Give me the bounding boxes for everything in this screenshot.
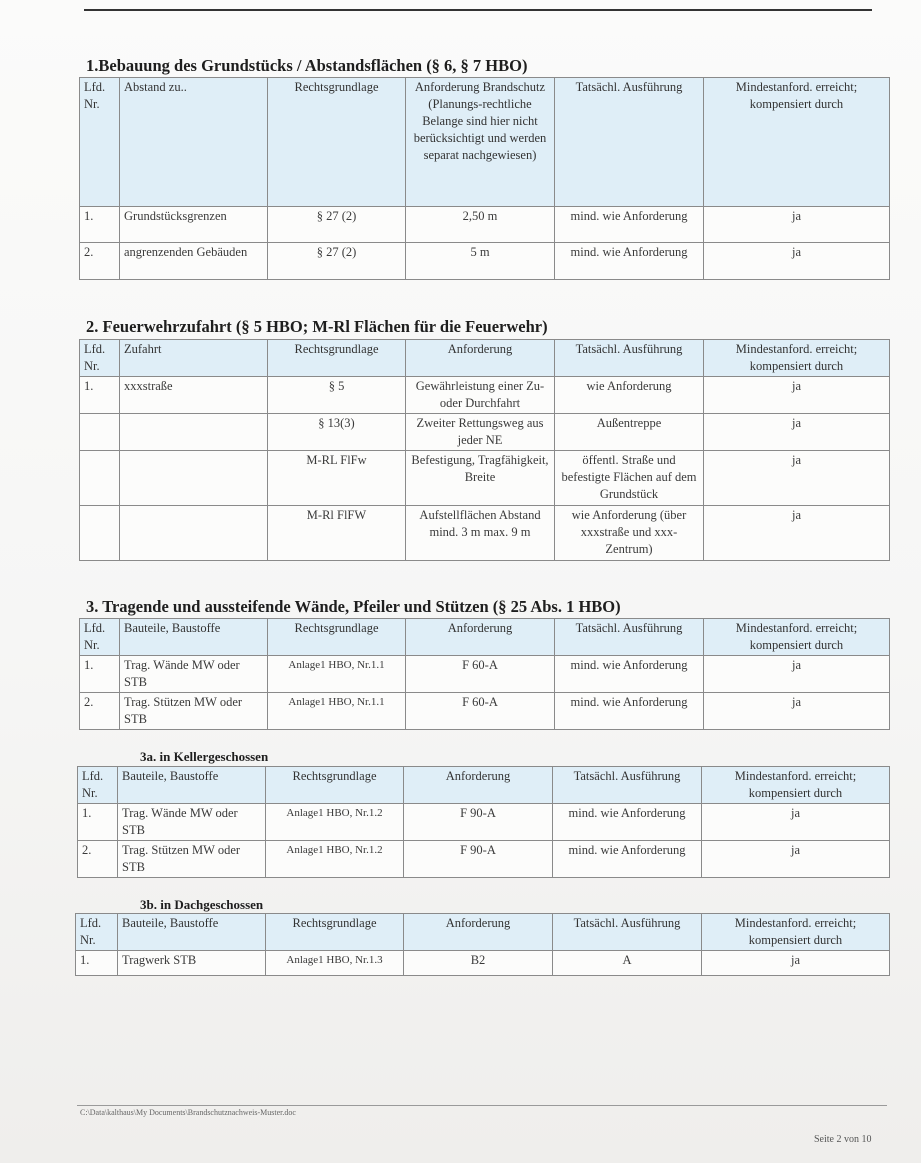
header-bauteile: Bauteile, Baustoffe — [120, 619, 268, 656]
cell-nr: 2. — [78, 841, 118, 878]
section-3a-table — [77, 766, 890, 878]
header-mindestanford: Mindestanford. erreicht; kompensiert durch — [704, 78, 890, 207]
cell-legal-basis: Anlage1 HBO, Nr.1.3 — [266, 951, 404, 976]
cell-execution: wie Anforderung (über xxxstraße und xxx-Zentrum) — [555, 506, 704, 561]
cell-requirement: Zweiter Rettungsweg aus jeder NE — [406, 414, 555, 451]
section-1-title: 1.Bebauung des Grundstücks / Abstandsflächen (§ 6, § 7 HBO) — [86, 56, 528, 75]
cell-nr: 1. — [80, 656, 120, 693]
header-anforderung: Anforderung — [404, 914, 553, 951]
cell-legal-basis: Anlage1 HBO, Nr.1.2 — [266, 804, 404, 841]
cell-execution: mind. wie Anforderung — [555, 693, 704, 730]
header-anforderung: Anforderung — [406, 340, 555, 377]
cell-fulfilled: ja — [702, 951, 890, 976]
cell-fulfilled: ja — [704, 506, 890, 561]
cell-subject: Trag. Wände MW oder STB — [120, 656, 268, 693]
table-row — [76, 951, 890, 976]
cell-fulfilled: ja — [704, 414, 890, 451]
cell-fulfilled: ja — [704, 377, 890, 414]
table-row — [80, 451, 890, 506]
header-ausfuehrung: Tatsächl. Ausführung — [553, 914, 702, 951]
cell-requirement: Befestigung, Tragfähigkeit, Breite — [406, 451, 555, 506]
header-mindestanford: Mindestanford. erreicht; kompensiert durch — [702, 914, 890, 951]
header-bauteile: Bauteile, Baustoffe — [118, 914, 266, 951]
cell-execution: mind. wie Anforderung — [553, 841, 702, 878]
section-1-table — [79, 77, 890, 280]
table-header-row — [80, 340, 890, 377]
cell-execution: wie Anforderung — [555, 377, 704, 414]
cell-subject: Tragwerk STB — [118, 951, 266, 976]
cell-fulfilled: ja — [704, 693, 890, 730]
footer-file-path: C:\Data\kalthaus\My Documents\Brandschutznachweis-Muster.doc — [80, 1108, 296, 1117]
cell-nr: 2. — [80, 693, 120, 730]
cell-nr: 2. — [80, 243, 120, 280]
table-row — [80, 207, 890, 243]
cell-subject: Trag. Stützen MW oder STB — [120, 693, 268, 730]
header-mindestanford: Mindestanford. erreicht; kompensiert durch — [702, 767, 890, 804]
table-row — [80, 656, 890, 693]
cell-execution: mind. wie Anforderung — [553, 804, 702, 841]
cell-execution: Außentreppe — [555, 414, 704, 451]
cell-fulfilled: ja — [702, 804, 890, 841]
header-anforderung: Anforderung — [404, 767, 553, 804]
cell-requirement: F 60-A — [406, 656, 555, 693]
header-rechtsgrundlage: Rechtsgrundlage — [266, 914, 404, 951]
cell-legal-basis: § 27 (2) — [268, 243, 406, 280]
section-2-table — [79, 339, 890, 561]
cell-legal-basis: Anlage1 HBO, Nr.1.2 — [266, 841, 404, 878]
table-header-row — [80, 619, 890, 656]
section-3a-title: 3a. in Kellergeschossen — [140, 749, 269, 764]
header-ausfuehrung: Tatsächl. Ausführung — [555, 340, 704, 377]
section-3-table — [79, 618, 890, 730]
header-anforderung: Anforderung — [406, 619, 555, 656]
section-3b-title: 3b. in Dachgeschossen — [140, 897, 264, 912]
header-ausfuehrung: Tatsächl. Ausführung — [553, 767, 702, 804]
cell-nr: 1. — [80, 377, 120, 414]
cell-legal-basis: Anlage1 HBO, Nr.1.1 — [268, 693, 406, 730]
cell-fulfilled: ja — [704, 451, 890, 506]
table-row — [78, 841, 890, 878]
header-anforderung: Anforderung Brandschutz (Planungs-rechtliche Belange sind hier nicht berücksichtigt und werden separat nachgewiesen) — [406, 78, 555, 207]
header-lfd-nr: Lfd. Nr. — [76, 914, 118, 951]
header-lfd-nr: Lfd. Nr. — [80, 340, 120, 377]
cell-nr: 1. — [76, 951, 118, 976]
cell-subject: Trag. Wände MW oder STB — [118, 804, 266, 841]
header-rechtsgrundlage: Rechtsgrundlage — [268, 340, 406, 377]
table-row — [80, 693, 890, 730]
header-mindestanford: Mindestanford. erreicht; kompensiert durch — [704, 619, 890, 656]
header-zufahrt: Zufahrt — [120, 340, 268, 377]
footer-page-number: Seite 2 von 10 — [814, 1134, 872, 1145]
cell-execution: mind. wie Anforderung — [555, 207, 704, 243]
cell-legal-basis: Anlage1 HBO, Nr.1.1 — [268, 656, 406, 693]
cell-subject — [120, 414, 268, 451]
header-ausfuehrung: Tatsächl. Ausführung — [555, 619, 704, 656]
cell-requirement: F 60-A — [406, 693, 555, 730]
section-2-title: 2. Feuerwehrzufahrt (§ 5 HBO; M-Rl Flächen für die Feuerwehr) — [86, 317, 548, 336]
cell-fulfilled: ja — [702, 841, 890, 878]
cell-legal-basis: M-RL FlFw — [268, 451, 406, 506]
cell-subject — [120, 506, 268, 561]
table-row — [80, 243, 890, 280]
cell-nr — [80, 414, 120, 451]
cell-requirement: 5 m — [406, 243, 555, 280]
cell-legal-basis: § 5 — [268, 377, 406, 414]
cell-legal-basis: M-Rl FlFW — [268, 506, 406, 561]
cell-requirement: B2 — [404, 951, 553, 976]
cell-legal-basis: § 27 (2) — [268, 207, 406, 243]
header-rechtsgrundlage: Rechtsgrundlage — [266, 767, 404, 804]
cell-nr — [80, 506, 120, 561]
header-ausfuehrung: Tatsächl. Ausführung — [555, 78, 704, 207]
cell-execution: öffentl. Straße und befestigte Flächen auf dem Grundstück — [555, 451, 704, 506]
table-header-row — [76, 914, 890, 951]
cell-subject — [120, 451, 268, 506]
cell-subject: Grundstücksgrenzen — [120, 207, 268, 243]
cell-subject: xxxstraße — [120, 377, 268, 414]
header-rechtsgrundlage: Rechtsgrundlage — [268, 619, 406, 656]
header-lfd-nr: Lfd. Nr. — [80, 78, 120, 207]
cell-subject: Trag. Stützen MW oder STB — [118, 841, 266, 878]
cell-requirement: Aufstellflächen Abstand mind. 3 m max. 9 m — [406, 506, 555, 561]
header-lfd-nr: Lfd. Nr. — [78, 767, 118, 804]
cell-requirement: F 90-A — [404, 841, 553, 878]
table-row — [78, 804, 890, 841]
table-header-row — [78, 767, 890, 804]
cell-requirement: 2,50 m — [406, 207, 555, 243]
header-rechtsgrundlage: Rechtsgrundlage — [268, 78, 406, 207]
cell-nr: 1. — [78, 804, 118, 841]
cell-subject: angrenzenden Gebäuden — [120, 243, 268, 280]
section-3b-table — [75, 913, 890, 976]
top-rule — [84, 9, 872, 11]
cell-nr — [80, 451, 120, 506]
footer-rule — [77, 1105, 887, 1106]
cell-execution: mind. wie Anforderung — [555, 656, 704, 693]
header-lfd-nr: Lfd. Nr. — [80, 619, 120, 656]
table-row — [80, 506, 890, 561]
header-bauteile: Bauteile, Baustoffe — [118, 767, 266, 804]
cell-execution: mind. wie Anforderung — [555, 243, 704, 280]
table-row — [80, 414, 890, 451]
table-header-row — [80, 78, 890, 207]
cell-fulfilled: ja — [704, 243, 890, 280]
section-3-title: 3. Tragende und aussteifende Wände, Pfeiler und Stützen (§ 25 Abs. 1 HBO) — [86, 597, 621, 616]
cell-fulfilled: ja — [704, 207, 890, 243]
table-row — [80, 377, 890, 414]
cell-requirement: F 90-A — [404, 804, 553, 841]
header-abstand: Abstand zu.. — [120, 78, 268, 207]
cell-fulfilled: ja — [704, 656, 890, 693]
cell-execution: A — [553, 951, 702, 976]
cell-nr: 1. — [80, 207, 120, 243]
cell-requirement: Gewährleistung einer Zu- oder Durchfahrt — [406, 377, 555, 414]
cell-legal-basis: § 13(3) — [268, 414, 406, 451]
header-mindestanford: Mindestanford. erreicht; kompensiert durch — [704, 340, 890, 377]
